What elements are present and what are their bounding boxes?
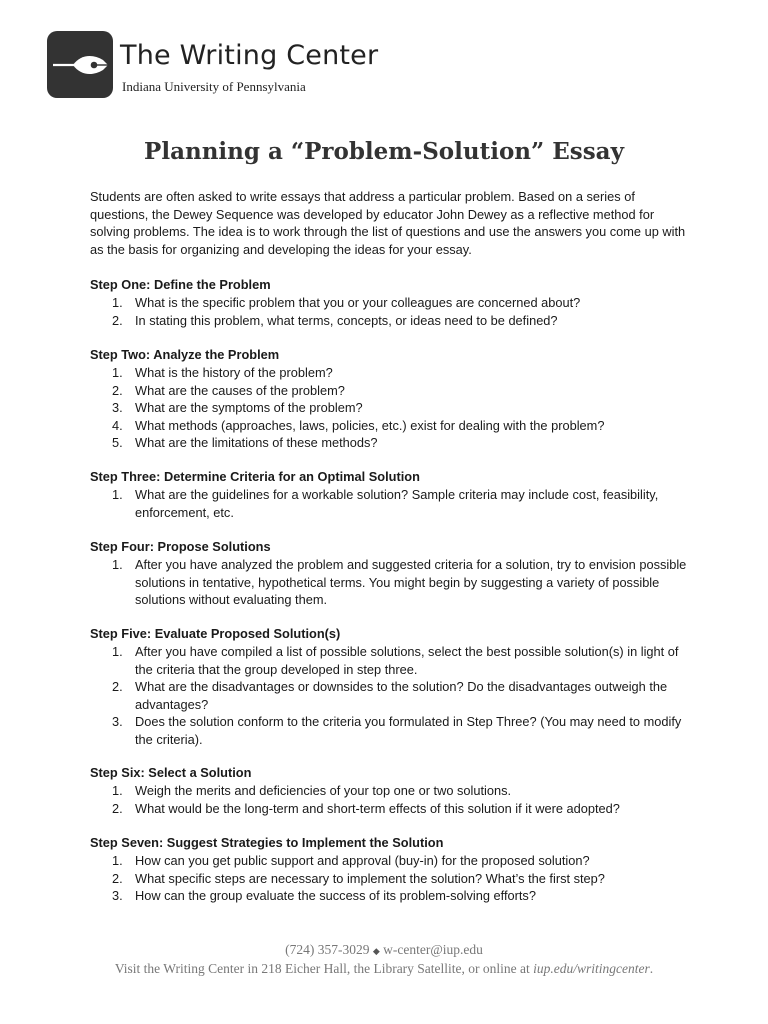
step-3-title: Step Three: Determine Criteria for an Optimal Solution bbox=[90, 469, 420, 484]
footer-visit-text: Visit the Writing Center in 218 Eicher Hall, the Library Satellite, or online at bbox=[114, 961, 530, 976]
list-item bbox=[90, 382, 690, 400]
list-item bbox=[90, 294, 690, 312]
item-text: What methods (approaches, laws, policies, etc.) exist for dealing with the problem? bbox=[135, 417, 605, 433]
item-text: What are the symptoms of the problem? bbox=[135, 400, 363, 415]
item-number: 3. bbox=[112, 714, 123, 729]
step-7-list bbox=[90, 852, 690, 905]
item-text: After you have analyzed the problem and suggested criteria for a solution, try to envision possible solutions in tentative, hypothetical terms. You might begin by suggesting a variety of possible solutions without evaluating them. bbox=[135, 557, 687, 607]
step-7-title: Step Seven: Suggest Strategies to Implement the Solution bbox=[90, 835, 444, 850]
list-item bbox=[90, 782, 690, 800]
list-item bbox=[90, 434, 690, 452]
list-item bbox=[90, 486, 690, 521]
list-item bbox=[90, 678, 690, 713]
step-1-list bbox=[90, 294, 690, 329]
step-5-title: Step Five: Evaluate Proposed Solution(s) bbox=[90, 626, 341, 641]
item-number: 4. bbox=[112, 417, 123, 433]
list-item bbox=[90, 556, 690, 609]
item-number: 3. bbox=[112, 400, 123, 415]
logo-pen-icon bbox=[47, 31, 113, 98]
step-3-list bbox=[90, 486, 690, 521]
item-number: 1. bbox=[112, 557, 123, 572]
step-2-list bbox=[90, 364, 690, 452]
item-text: What would be the long-term and short-term effects of this solution if it were adopted? bbox=[135, 800, 620, 816]
item-number: 2. bbox=[112, 312, 123, 328]
item-text: What is the specific problem that you or your colleagues are concerned about? bbox=[135, 295, 581, 310]
item-number: 2. bbox=[112, 679, 123, 694]
item-number: 1. bbox=[112, 853, 123, 868]
intro-paragraph: Students are often asked to write essays that address a particular problem. Based on a series of questions, the Dewey Sequence was developed by educator John Dewey as a reflective method for solving problems. The idea is to work through the list of questions and use the answers you come up with as the basis for organizing and developing the ideas for your essay. bbox=[90, 189, 686, 257]
item-text: After you have compiled a list of possible solutions, select the best possible solution(s) in light of the criteria that the group developed in step three. bbox=[135, 644, 679, 677]
footer-phone: (724) 357-3029 bbox=[285, 942, 370, 957]
footer-contact bbox=[0, 942, 768, 958]
footer-email[interactable]: w-center@iup.edu bbox=[383, 942, 483, 957]
item-text: In stating this problem, what terms, concepts, or ideas need to be defined? bbox=[135, 312, 558, 328]
step-2-title: Step Two: Analyze the Problem bbox=[90, 347, 280, 362]
org-name: The Writing Center bbox=[120, 40, 379, 71]
step-4-title: Step Four: Propose Solutions bbox=[90, 539, 271, 554]
item-text: What specific steps are necessary to implement the solution? What’s the first step? bbox=[135, 870, 605, 886]
item-number: 1. bbox=[112, 295, 123, 310]
item-number: 2. bbox=[112, 870, 123, 886]
list-item bbox=[90, 887, 690, 905]
list-item bbox=[90, 399, 690, 417]
step-6-list bbox=[90, 782, 690, 817]
step-4-list bbox=[90, 556, 690, 609]
footer-visit bbox=[0, 961, 768, 977]
item-text: How can the group evaluate the success of its problem-solving efforts? bbox=[135, 888, 536, 903]
item-number: 3. bbox=[112, 888, 123, 903]
list-item bbox=[90, 870, 690, 888]
org-subtitle: Indiana University of Pennsylvania bbox=[122, 79, 306, 94]
item-text: What are the limitations of these methods? bbox=[135, 435, 378, 450]
list-item bbox=[90, 417, 690, 435]
list-item bbox=[90, 800, 690, 818]
step-5-list bbox=[90, 643, 690, 748]
item-number: 1. bbox=[112, 783, 123, 798]
item-text: What are the causes of the problem? bbox=[135, 382, 345, 398]
list-item bbox=[90, 713, 690, 748]
item-text: What is the history of the problem? bbox=[135, 365, 333, 380]
list-item bbox=[90, 312, 690, 330]
list-item bbox=[90, 643, 690, 678]
item-text: What are the guidelines for a workable solution? Sample criteria may include cost, feasibility, enforcement, etc. bbox=[135, 487, 659, 520]
footer-url-suffix: . bbox=[649, 961, 654, 976]
item-number: 1. bbox=[112, 644, 123, 659]
item-text: Does the solution conform to the criteria you formulated in Step Three? (You may need to modify the criteria). bbox=[135, 714, 682, 747]
item-text: How can you get public support and approval (buy-in) for the proposed solution? bbox=[135, 853, 590, 868]
item-number: 5. bbox=[112, 435, 123, 450]
item-number: 2. bbox=[112, 382, 123, 398]
item-text: Weigh the merits and deficiencies of your top one or two solutions. bbox=[135, 783, 512, 798]
item-number: 1. bbox=[112, 487, 123, 502]
item-text: What are the disadvantages or downsides to the solution? Do the disadvantages outweigh the advantages? bbox=[135, 679, 668, 712]
diamond-separator-icon: ◆ bbox=[372, 946, 380, 956]
page-title: Planning a “Problem-Solution” Essay bbox=[144, 138, 624, 165]
step-6-title: Step Six: Select a Solution bbox=[90, 765, 252, 780]
step-1-title: Step One: Define the Problem bbox=[90, 277, 271, 292]
list-item bbox=[90, 364, 690, 382]
item-number: 1. bbox=[112, 365, 123, 380]
item-number: 2. bbox=[112, 800, 123, 816]
footer-url[interactable]: iup.edu/writingcenter bbox=[533, 961, 650, 976]
list-item bbox=[90, 852, 690, 870]
